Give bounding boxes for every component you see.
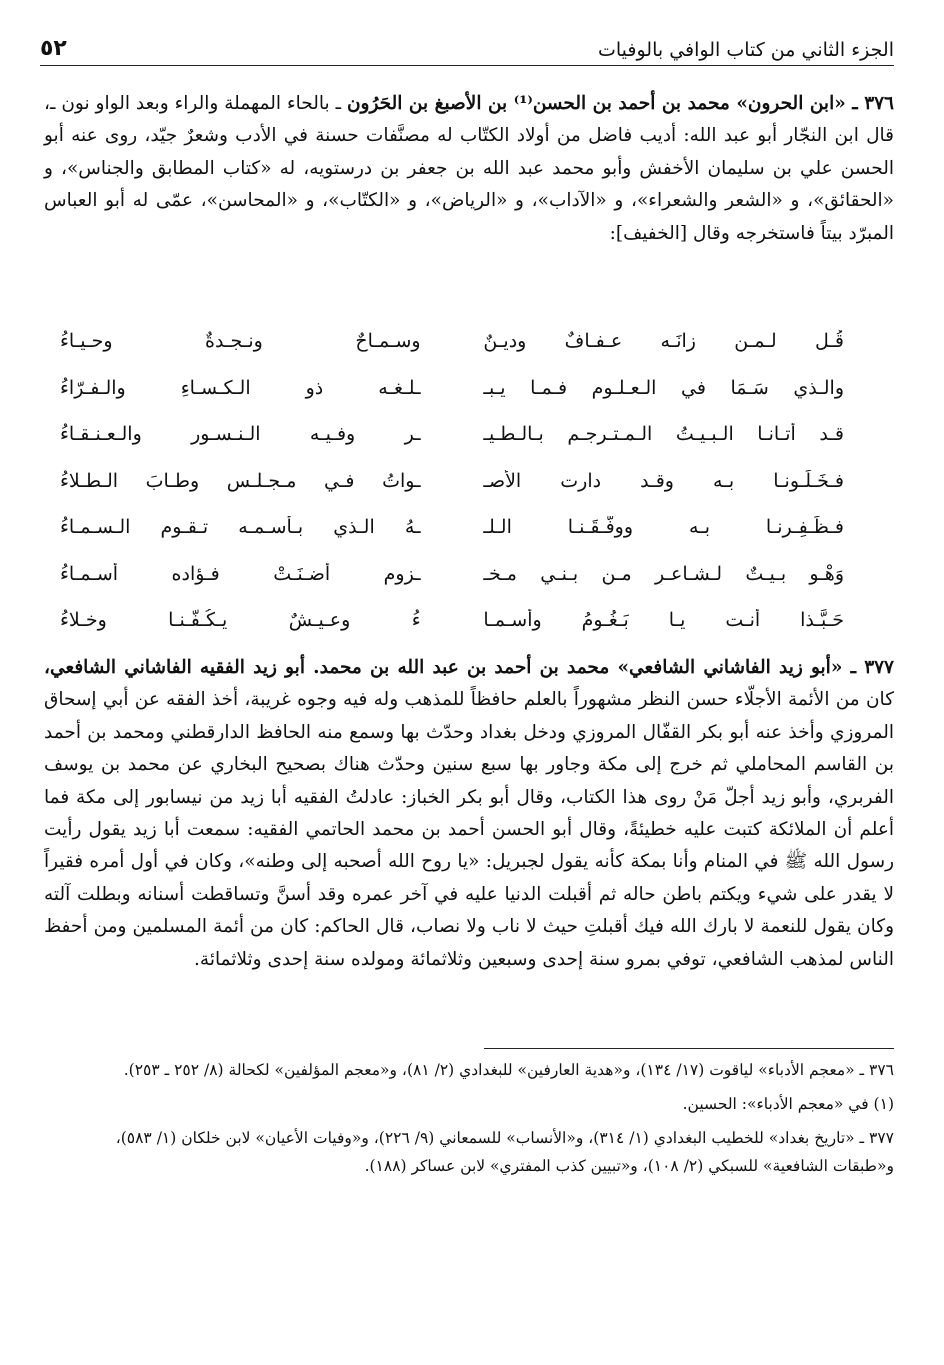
verse-second-hemistich: ـزوم أضـنَـتْ فـؤاده أسـمـاءُ — [60, 562, 421, 585]
footnotes — [50, 1056, 894, 1186]
verse-line — [60, 551, 844, 598]
verse-second-hemistich: وسـمـاحٌ ونـجـدةٌ وحـيـاءُ — [60, 330, 421, 353]
verse-line — [60, 504, 844, 551]
footnote-376: ٣٧٦ ـ «معجم الأدباء» لياقوت (١٧/ ١٣٤)، و«هدية العارفين» للبغدادي (٢/ ٨١)، و«معجم المؤلفين» لكحالة (٨/ ٢٥٢ ـ ٢٥٣). — [123, 1061, 894, 1079]
entry-376-text: ـ بالحاء المهملة والراء وبعد الواو نون ـ، قال ابن النجّار أبو عبد الله: أديب فاضل من أولاد الكتّاب له مصنَّفات حسنة في الأدب وشعرٌ جيّد، روى عنه أبو الحسن علي بن سليمان الأخفش وأبو محمد عبد الله بن جعفر بن درستويه، له «كتاب المطابق والجناس»، و «الحقائق»، و «الشعر والشعراء»، و «الآداب»، و «الرياض»، و «الكتّاب»، و «المحاسن»، عمّى له أبو العباس المبرّد بيتاً فاستخرجه وقال [الخفيف]: — [44, 93, 894, 244]
verse-line — [60, 597, 844, 644]
verse-line — [60, 318, 844, 365]
entry-377 — [44, 652, 894, 976]
verse-second-hemistich: ـواتُ فـي مـجـلـس وطـابَ الـطـلاءُ — [60, 469, 421, 492]
verse-first-hemistich: حَـبَّـذا أنـت يـا بَـغُـومُ وأسـمـا — [483, 609, 844, 632]
verse-second-hemistich: ـهُ الـذي بـأسـمـه تـقـوم الـسـمـاءُ — [60, 516, 421, 539]
entry-376 — [44, 88, 894, 250]
verse-second-hemistich: ـلـغـه ذو الـكـسـاءِ والـفـرّاءُ — [60, 376, 421, 399]
verse-first-hemistich: قُـل لـمـن زانَـه عـفـافٌ وديـنٌ — [483, 330, 844, 353]
footnote-1: (١) في «معجم الأدباء»: الحسين. — [682, 1095, 894, 1113]
page-header — [40, 26, 894, 66]
entry-377-heading: ٣٧٧ ـ «أبو زيد الفاشاني الشافعي» محمد بن أحمد بن عبد الله بن محمد. أبو زيد الفقيه الفاشاني الشافعي، — [44, 657, 894, 678]
verse-second-hemistich: ءُ وعـيـشٌ يـكُـفّـنـا وخـلاءُ — [60, 609, 421, 632]
verse-line — [60, 365, 844, 412]
verse-line — [60, 411, 844, 458]
entry-377-text: كان من الأئمة الأجلّاء حسن النظر مشهوراً بالعلم حافظاً للمذهب وله فيه وجوه غريبة، أخذ الفقه عن أبي إسحاق المروزي وأخذ عنه أبو بكر القفّال المروزي ودخل بغداد وحدّث بها وسمع منه الحافظ الدارقطني ومحمد بن أحمد بن القاسم المحاملي ثم خرج إلى مكة وجاور بها سبع سنين وحدّث هناك بصحيح البخاري عن محمد بن يوسف الفربري، وأبو زيد أجلّ مَنْ روى هذا الكتاب، وقال أبو بكر الخباز: عادلتُ الفقيه أبا زيد من نيسابور إلى مكة فما أعلم أن الملائكة كتبت عليه خطيئةً، وقال أبو الحسن أحمد بن محمد الحاتمي الفقيه: سمعت أبا زيد يقول رأيت رسول الله ﷺ في المنام وأنا بمكة كأنه يقول لجبريل: «يا روح الله أصحبه إلى وطنه»، وكان في أول أمره فقيراً لا يقدر على شيء ويكتم باطن حاله ثم أقبلت الدنيا عليه في آخر عمره وقد أسنَّ وتساقطت أسنانه وبطلت آلته وكان يقول للنعمة لا بارك الله فيك أقبلتِ حيث لا ناب ولا نصاب، قال الحاكم: كان من أئمة المسلمين ومن أحفظ الناس لمذهب الشافعي، توفي بمرو سنة إحدى وسبعين وثلاثمائة ومولده سنة إحدى وثلاثمائة. — [44, 689, 894, 970]
verse-second-hemistich: ـر وفـيـه الـنـسـور والـعـنـقـاءُ — [60, 423, 421, 446]
verse-first-hemistich: فـظَـفِـرنـا بـه ووفَّـقَـنـا الـلـ — [483, 516, 844, 539]
running-title: الجزء الثاني من كتاب الوافي بالوفيات — [597, 39, 894, 61]
footnote-divider — [484, 1048, 894, 1049]
verse-line — [60, 458, 844, 505]
verse-first-hemistich: وَهْـو بـيـتٌ لـشـاعـرٍ مـن بـنـي مـخـ — [483, 562, 844, 585]
verse-first-hemistich: والـذي سَـمَا في الـعـلـوم فـمـا يـبـ — [483, 376, 844, 399]
verse-first-hemistich: قـد أتـانـا الـبـيـتُ الـمـتـرجـم بـالـطـيـ — [483, 423, 844, 446]
footnote-377: ٣٧٧ ـ «تاريخ بغداد» للخطيب البغدادي (١/ ٣١٤)، و«الأنساب» للسمعاني (٩/ ٢٢٦)، و«وفيات الأعيان» لابن خلكان (١/ ٥٨٣)، و«طبقات الشافعية» للسبكي (٢/ ١٠٨)، و«تبيين كذب المفتري» لابن عساكر (١٨٨). — [115, 1129, 894, 1175]
entry-376-heading: ٣٧٦ ـ «ابن الحرون» محمد بن أحمد بن الحسن⁽¹⁾ بن الأصبغ بن الحَرُون — [346, 93, 894, 114]
poem — [60, 318, 844, 644]
page-number: ٥٢ — [40, 36, 67, 61]
verse-first-hemistich: فـخَـلَـونـا بـه وقـد دارت الأصـ — [483, 469, 844, 492]
